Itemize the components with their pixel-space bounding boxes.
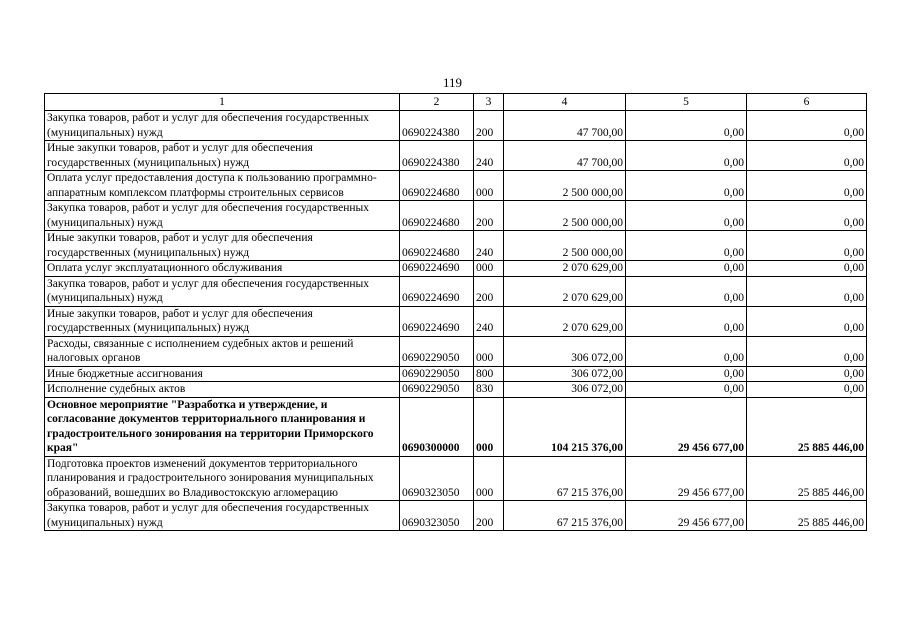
row-value-6: 0,00 <box>747 111 867 141</box>
row-value-4: 306 072,00 <box>504 366 626 382</box>
table-row <box>45 171 867 201</box>
table-row <box>45 336 867 366</box>
row-code: 0690224680 <box>400 171 474 201</box>
row-type: 800 <box>474 366 504 382</box>
row-name: Основное мероприятие "Разработка и утверждение, и согласование документов территориального планирования и градостроительного зонирования на территории Приморского края" <box>45 397 400 456</box>
table-row <box>45 306 867 336</box>
row-value-6: 0,00 <box>747 141 867 171</box>
page-number: 119 <box>442 75 463 90</box>
row-value-5: 29 456 677,00 <box>626 397 747 456</box>
row-type: 830 <box>474 382 504 398</box>
header-col-2: 2 <box>400 94 474 111</box>
row-value-6: 0,00 <box>747 231 867 261</box>
row-type: 240 <box>474 231 504 261</box>
row-type: 000 <box>474 336 504 366</box>
row-value-4: 306 072,00 <box>504 336 626 366</box>
row-value-6: 25 885 446,00 <box>747 456 867 501</box>
row-type: 200 <box>474 201 504 231</box>
row-value-5: 29 456 677,00 <box>626 456 747 501</box>
table-row <box>45 111 867 141</box>
row-value-4: 67 215 376,00 <box>504 501 626 531</box>
row-name: Закупка товаров, работ и услуг для обеспечения государственных (муниципальных) нужд <box>45 501 400 531</box>
row-value-5: 0,00 <box>626 141 747 171</box>
row-value-6: 0,00 <box>747 261 867 277</box>
row-type: 000 <box>474 397 504 456</box>
row-value-4: 2 070 629,00 <box>504 276 626 306</box>
table-row <box>45 501 867 531</box>
row-code: 0690224680 <box>400 231 474 261</box>
row-code: 0690224690 <box>400 276 474 306</box>
row-value-6: 0,00 <box>747 382 867 398</box>
row-name: Закупка товаров, работ и услуг для обеспечения государственных (муниципальных) нужд <box>45 201 400 231</box>
row-value-6: 0,00 <box>747 201 867 231</box>
row-value-5: 0,00 <box>626 201 747 231</box>
row-name: Оплата услуг эксплуатационного обслуживания <box>45 261 400 277</box>
row-name: Иные закупки товаров, работ и услуг для обеспечения государственных (муниципальных) нужд <box>45 141 400 171</box>
row-value-4: 47 700,00 <box>504 111 626 141</box>
table-row <box>45 366 867 382</box>
row-value-4: 2 500 000,00 <box>504 171 626 201</box>
row-value-4: 104 215 376,00 <box>504 397 626 456</box>
header-col-5: 5 <box>626 94 747 111</box>
table-row <box>45 276 867 306</box>
row-value-5: 0,00 <box>626 306 747 336</box>
row-value-6: 25 885 446,00 <box>747 397 867 456</box>
table-row <box>45 261 867 277</box>
row-type: 240 <box>474 141 504 171</box>
row-value-4: 47 700,00 <box>504 141 626 171</box>
row-value-6: 0,00 <box>747 171 867 201</box>
header-col-1: 1 <box>45 94 400 111</box>
header-col-3: 3 <box>474 94 504 111</box>
row-value-6: 0,00 <box>747 336 867 366</box>
row-code: 0690224680 <box>400 201 474 231</box>
row-code: 0690229050 <box>400 336 474 366</box>
row-name: Иные закупки товаров, работ и услуг для обеспечения государственных (муниципальных) нужд <box>45 306 400 336</box>
row-name: Иные закупки товаров, работ и услуг для обеспечения государственных (муниципальных) нужд <box>45 231 400 261</box>
header-col-4: 4 <box>504 94 626 111</box>
row-code: 0690224380 <box>400 111 474 141</box>
row-code: 0690323050 <box>400 456 474 501</box>
row-value-5: 0,00 <box>626 261 747 277</box>
row-code: 0690323050 <box>400 501 474 531</box>
row-value-4: 2 500 000,00 <box>504 201 626 231</box>
row-value-6: 0,00 <box>747 366 867 382</box>
table-row <box>45 141 867 171</box>
row-name: Закупка товаров, работ и услуг для обеспечения государственных (муниципальных) нужд <box>45 276 400 306</box>
row-value-5: 0,00 <box>626 382 747 398</box>
table-row <box>45 201 867 231</box>
row-code: 0690229050 <box>400 382 474 398</box>
row-value-4: 67 215 376,00 <box>504 456 626 501</box>
row-value-5: 0,00 <box>626 231 747 261</box>
row-name: Исполнение судебных актов <box>45 382 400 398</box>
row-value-5: 0,00 <box>626 111 747 141</box>
row-name: Закупка товаров, работ и услуг для обеспечения государственных (муниципальных) нужд <box>45 111 400 141</box>
row-value-5: 0,00 <box>626 366 747 382</box>
row-name: Подготовка проектов изменений документов территориального планирования и градостроительного зонирования муниципальных образований, вошедших во Владивостокскую агломерацию <box>45 456 400 501</box>
row-value-4: 2 070 629,00 <box>504 261 626 277</box>
table-row <box>45 382 867 398</box>
row-value-4: 2 500 000,00 <box>504 231 626 261</box>
row-code: 0690224690 <box>400 261 474 277</box>
table-row <box>45 397 867 456</box>
row-value-6: 0,00 <box>747 276 867 306</box>
row-value-4: 2 070 629,00 <box>504 306 626 336</box>
row-value-5: 0,00 <box>626 276 747 306</box>
row-code: 0690300000 <box>400 397 474 456</box>
row-type: 240 <box>474 306 504 336</box>
row-value-5: 0,00 <box>626 171 747 201</box>
row-type: 200 <box>474 501 504 531</box>
row-value-5: 29 456 677,00 <box>626 501 747 531</box>
header-row <box>45 94 867 111</box>
row-code: 0690224380 <box>400 141 474 171</box>
row-value-5: 0,00 <box>626 336 747 366</box>
row-value-4: 306 072,00 <box>504 382 626 398</box>
header-col-6: 6 <box>747 94 867 111</box>
table-row <box>45 231 867 261</box>
budget-table <box>44 93 867 531</box>
row-type: 000 <box>474 171 504 201</box>
row-name: Оплата услуг предоставления доступа к пользованию программно-аппаратным комплексом платформы строительных сервисов <box>45 171 400 201</box>
row-type: 000 <box>474 456 504 501</box>
row-value-6: 25 885 446,00 <box>747 501 867 531</box>
row-name: Иные бюджетные ассигнования <box>45 366 400 382</box>
row-code: 0690229050 <box>400 366 474 382</box>
row-value-6: 0,00 <box>747 306 867 336</box>
row-name: Расходы, связанные с исполнением судебных актов и решений налоговых органов <box>45 336 400 366</box>
row-type: 200 <box>474 276 504 306</box>
row-type: 000 <box>474 261 504 277</box>
row-code: 0690224690 <box>400 306 474 336</box>
table-row <box>45 456 867 501</box>
row-type: 200 <box>474 111 504 141</box>
